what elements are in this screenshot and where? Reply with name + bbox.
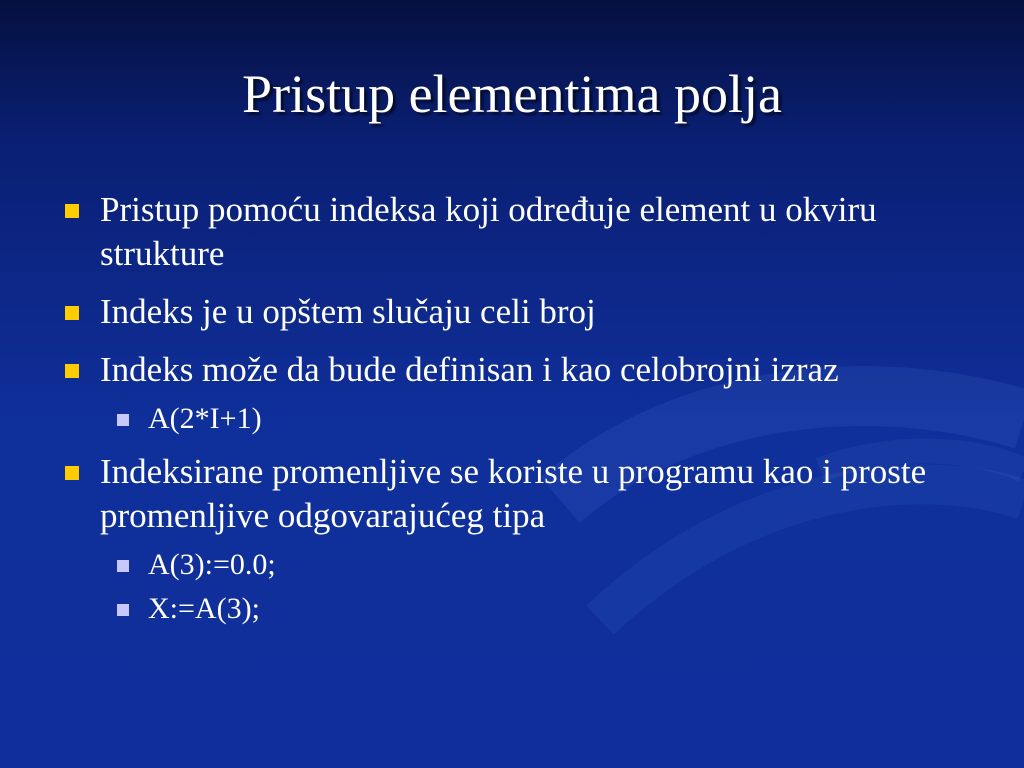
- bullet-list: [60, 188, 980, 640]
- sub-bullet-text: A(2*I+1): [148, 402, 262, 435]
- bullet-item: [60, 450, 980, 538]
- sub-bullet-text: A(3):=0.0;: [148, 548, 276, 581]
- square-bullet-icon: [65, 466, 79, 480]
- square-bullet-icon: [65, 204, 79, 218]
- sub-bullet-item: [60, 400, 980, 438]
- square-bullet-icon: [117, 560, 129, 572]
- bullet-item: [60, 188, 980, 276]
- sub-bullet-item: [60, 546, 980, 584]
- square-bullet-icon: [65, 306, 79, 320]
- bullet-item: [60, 348, 980, 392]
- bullet-text: Pristup pomoću indeksa koji određuje element u okviru strukture: [100, 190, 877, 273]
- bullet-text: Indeks može da bude definisan i kao celobrojni izraz: [100, 350, 839, 389]
- square-bullet-icon: [65, 364, 79, 378]
- bullet-text: Indeks je u opštem slučaju celi broj: [100, 292, 596, 331]
- bullet-text: Indeksirane promenljive se koriste u programu kao i proste promenljive odgovarajućeg tipa: [100, 452, 927, 535]
- slide-title: Pristup elementima polja: [242, 64, 782, 124]
- square-bullet-icon: [117, 414, 129, 426]
- sub-bullet-text: X:=A(3);: [148, 592, 260, 625]
- sub-bullet-item: [60, 590, 980, 628]
- bullet-item: [60, 290, 980, 334]
- square-bullet-icon: [117, 604, 129, 616]
